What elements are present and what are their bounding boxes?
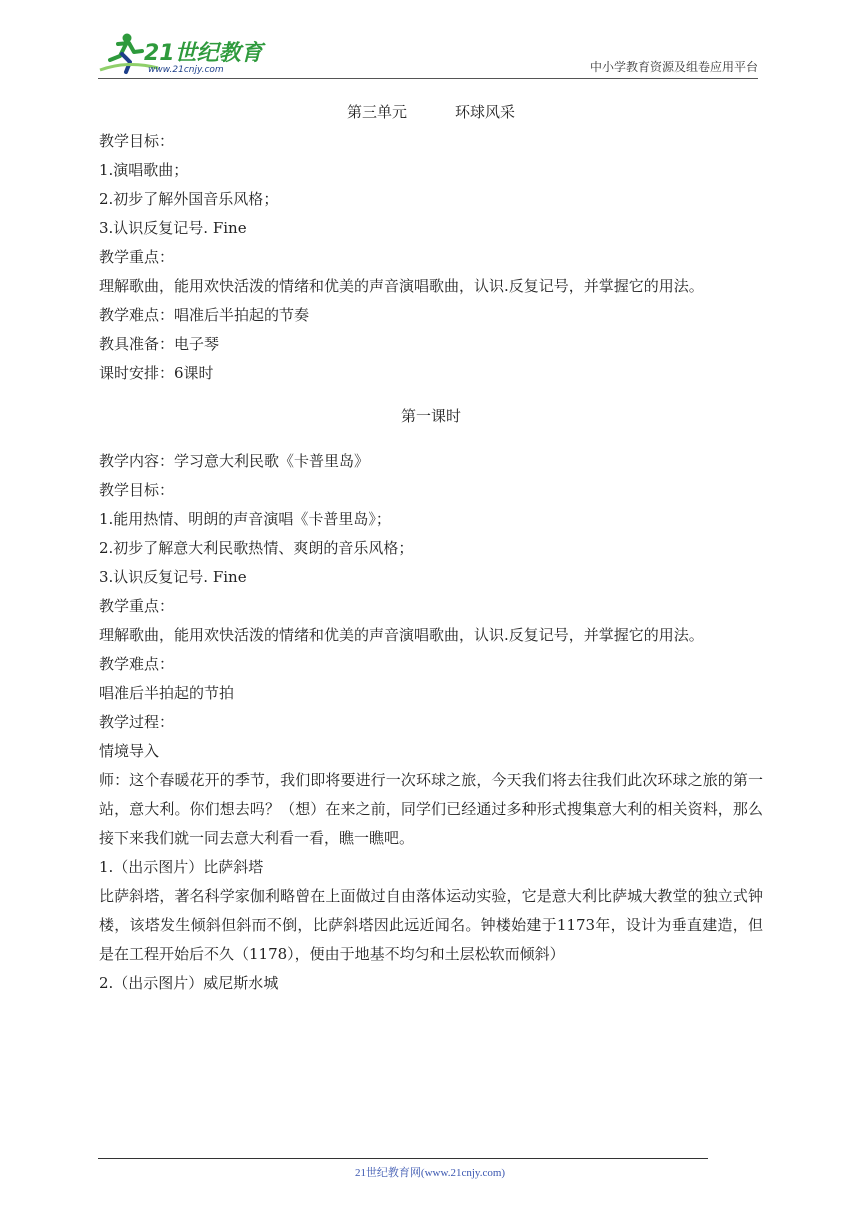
lesson-title: 第一课时 [400, 407, 461, 425]
lesson-key-text: 理解歌曲，能用欢快活泼的情绪和优美的声音演唱歌曲，认识.反复记号，并掌握它的用法。 [99, 626, 704, 644]
site-logo [98, 30, 268, 76]
lesson-goal-item: 3.认识反复记号. Fine [99, 568, 247, 586]
intro-label: 情境导入 [99, 742, 160, 760]
unit-goals-label: 教学目标： [99, 132, 175, 150]
lesson-key-label: 教学重点： [99, 597, 175, 615]
lesson-difficulty-text: 唱准后半拍起的节拍 [99, 684, 235, 702]
lesson-goal-item: 2.初步了解意大利民歌热情、爽朗的音乐风格； [99, 539, 414, 557]
lesson-content: 教学内容：学习意大利民歌《卡普里岛》 [99, 452, 370, 470]
logo-text: 21世纪教育 [144, 41, 263, 66]
footer-divider [98, 1158, 708, 1159]
unit-goal-item: 2.初步了解外国音乐风格； [99, 190, 279, 208]
unit-key-label: 教学重点： [99, 248, 175, 266]
intro-text: 师：这个春暖花开的季节，我们即将要进行一次环球之旅，今天我们将去往我们此次环球之旅的第一站，意大利。你们想去吗？（想）在来之前，同学们已经通过多种形式搜集意大利的相关资料，那么接下来我们就一同去意大利看一看，瞧一瞧吧。 [99, 771, 763, 847]
logo-url: www.21cnjy.com [148, 65, 224, 75]
header-platform-text: 中小学教育资源及组卷应用平台 [589, 60, 758, 74]
unit-label: 第三单元 [346, 103, 407, 121]
unit-schedule: 课时安排：6课时 [99, 364, 214, 382]
lesson-goal-item: 1.能用热情、明朗的声音演唱《卡普里岛》； [99, 510, 391, 528]
unit-difficulty: 教学难点：唱准后半拍起的节奏 [99, 306, 310, 324]
footer-text: 21世纪教育网(www.21cnjy.com) [354, 1167, 506, 1179]
page-title [99, 98, 763, 127]
process-label: 教学过程： [99, 713, 175, 731]
lesson-difficulty-label: 教学难点： [99, 655, 175, 673]
unit-name: 环球风采 [455, 103, 516, 121]
item2-title: 2.（出示图片）威尼斯水城 [99, 974, 279, 992]
unit-key-text: 理解歌曲，能用欢快活泼的情绪和优美的声音演唱歌曲，认识.反复记号，并掌握它的用法。 [99, 277, 704, 295]
unit-goal-item: 1.演唱歌曲； [99, 161, 189, 179]
unit-goal-item: 3.认识反复记号. Fine [99, 219, 247, 237]
unit-tools: 教具准备：电子琴 [99, 335, 220, 353]
item1-text: 比萨斜塔，著名科学家伽利略曾在上面做过自由落体运动实验，它是意大利比萨城大教堂的独立式钟楼，该塔发生倾斜但斜而不倒，比萨斜塔因此远近闻名。钟楼始建于1173年，设计为垂直建造，但是在工程开始后不久（1178），便由于地基不均匀和土层松软而倾斜） [99, 887, 763, 963]
document-body [99, 98, 763, 998]
page-header [98, 30, 758, 79]
item1-title: 1.（出示图片）比萨斜塔 [99, 858, 264, 876]
lesson-goals-label: 教学目标： [99, 481, 175, 499]
